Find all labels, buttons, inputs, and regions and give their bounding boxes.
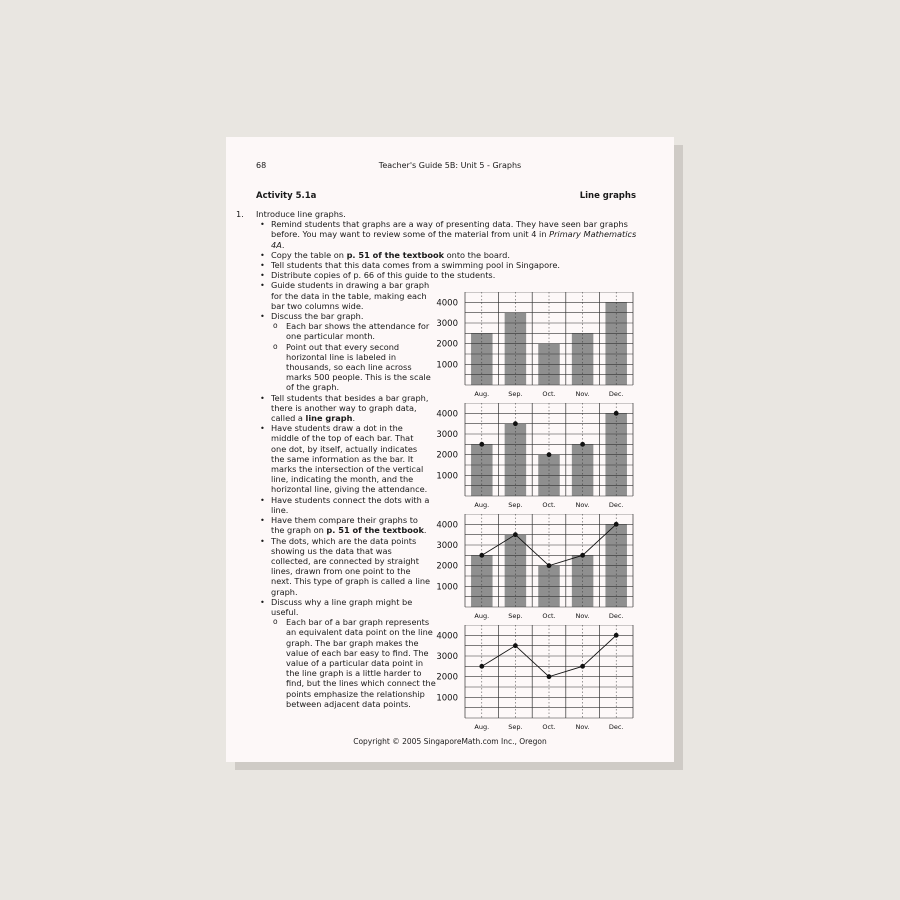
bullet-text: Guide students in drawing a bar graph for the data in the table, making each bar two columns wide. <box>271 280 430 311</box>
data-point <box>580 664 585 669</box>
bullet-text: Point out that every second horizontal line is labeled in thousands, so each line across marks 500 people. This is the scale of the graph. <box>286 341 431 393</box>
chart-svg <box>432 625 636 732</box>
y-tick-label: 4000 <box>436 520 458 531</box>
bullet-text: Have students connect the dots with a line. <box>271 494 430 515</box>
bullet-text: . <box>281 239 285 250</box>
list-item <box>271 250 642 260</box>
data-point <box>614 522 619 527</box>
list-item <box>271 536 431 597</box>
data-point <box>479 442 484 447</box>
chart-svg <box>432 403 636 510</box>
x-tick-label: Nov. <box>575 501 590 509</box>
list-item <box>271 393 431 424</box>
x-tick-label: Nov. <box>575 390 590 398</box>
list-item <box>271 596 436 709</box>
page-number: 68 <box>256 161 267 170</box>
activity-title: Activity 5.1a <box>256 191 317 201</box>
bullet-text: . <box>352 413 356 424</box>
bullet-text: Tell students that besides a bar graph, there is another way to graph data, called a <box>271 392 429 424</box>
bullet-text: Each bar shows the attendance for one particular month. <box>286 321 430 342</box>
bullet-text: Copy the table on <box>271 249 347 260</box>
x-tick-label: Dec. <box>608 612 624 620</box>
data-point <box>513 532 518 537</box>
x-tick-label: Oct. <box>542 723 556 731</box>
x-tick-label: Nov. <box>575 723 590 731</box>
running-header <box>256 161 644 173</box>
bullet-text: . <box>423 525 427 536</box>
bullet-text: The dots, which are the data points showing us the data that was collected, are connected by straight lines, drawn from one point to the next. This type of graph is called a line graph. <box>271 535 431 597</box>
chart-bar <box>432 292 636 399</box>
data-point <box>547 452 552 457</box>
data-point <box>614 411 619 416</box>
term: line graph <box>305 413 353 424</box>
textbook-reference: p. 51 of the textbook <box>326 525 424 536</box>
list-item <box>271 423 431 494</box>
bullet-text: Discuss why a line graph might be useful. <box>271 596 413 617</box>
y-tick-label: 2000 <box>436 450 458 461</box>
x-tick-label: Oct. <box>542 612 556 620</box>
chart-bar-dots <box>432 403 636 510</box>
x-tick-label: Dec. <box>608 390 624 398</box>
textbook-reference: p. 51 of the textbook <box>346 249 445 260</box>
y-tick-label: 2000 <box>436 672 458 683</box>
x-tick-label: Oct. <box>542 501 556 509</box>
y-tick-label: 1000 <box>436 360 458 371</box>
data-point <box>580 553 585 558</box>
x-tick-label: Dec. <box>608 723 624 731</box>
sub-list-item <box>286 321 436 341</box>
y-tick-label: 4000 <box>436 298 458 309</box>
sub-list <box>271 617 436 709</box>
y-tick-label: 2000 <box>436 339 458 350</box>
bullet-text: Have students draw a dot in the middle of the top of each bar. That one dot, by itself, actually indicates the same information as the bar. It marks the intersection of the vertical line, indicating the month, and the horizontal line, giving the attendance. <box>271 423 428 495</box>
y-tick-label: 1000 <box>436 582 458 593</box>
y-tick-label: 1000 <box>436 471 458 482</box>
section-heading <box>256 191 636 203</box>
y-tick-label: 4000 <box>436 409 458 420</box>
step-number: 1. <box>236 209 244 219</box>
x-tick-label: Sep. <box>508 612 523 620</box>
data-point <box>580 442 585 447</box>
x-tick-label: Dec. <box>608 501 624 509</box>
y-tick-label: 3000 <box>436 652 458 662</box>
header-title: Teacher's Guide 5B: Unit 5 - Graphs <box>378 161 522 170</box>
data-point <box>547 674 552 679</box>
copyright-footer: Copyright © 2005 SingaporeMath.com Inc., Oregon <box>353 737 547 746</box>
y-tick-label: 3000 <box>436 319 458 329</box>
list-item <box>271 311 431 393</box>
list-item <box>271 515 431 535</box>
y-tick-label: 1000 <box>436 693 458 704</box>
data-point <box>513 421 518 426</box>
chart-bar-line <box>432 514 636 621</box>
chart-svg <box>432 292 636 399</box>
bullet-text: Have them compare their graphs to the graph on <box>271 515 418 536</box>
list-item <box>271 280 431 311</box>
list-item <box>271 219 642 250</box>
data-point <box>547 563 552 568</box>
sub-list-item <box>286 617 436 709</box>
bullet-text: Distribute copies of p. 66 of this guide to the students. <box>271 270 496 281</box>
data-point <box>513 643 518 648</box>
bullet-text: onto the board. <box>444 249 510 260</box>
data-point <box>479 553 484 558</box>
y-tick-label: 2000 <box>436 561 458 572</box>
bullet-text: Remind students that graphs are a way of presenting data. They have seen bar graphs before. You may want to review some of the material from unit 4 in <box>271 219 628 240</box>
chart-line <box>432 625 636 732</box>
bullet-text: Each bar of a bar graph represents an equivalent data point on the line graph. The bar graph makes the value of each bar easy to find. The value of a particular data point in the line graph is a little harder to find, but the lines which connect the points emphasize the relationship between adjacent data points. <box>286 617 436 709</box>
x-tick-label: Nov. <box>575 612 590 620</box>
y-tick-label: 4000 <box>436 631 458 642</box>
data-point <box>614 633 619 638</box>
y-tick-label: 3000 <box>436 430 458 440</box>
x-tick-label: Sep. <box>508 390 523 398</box>
sub-list <box>271 321 431 392</box>
list-item <box>271 270 642 280</box>
x-tick-label: Oct. <box>542 390 556 398</box>
x-tick-label: Aug. <box>474 612 490 620</box>
bullet-text: Discuss the bar graph. <box>271 311 364 322</box>
x-tick-label: Sep. <box>508 723 523 731</box>
y-tick-label: 3000 <box>436 541 458 551</box>
data-point <box>479 664 484 669</box>
list-item <box>271 495 431 515</box>
x-tick-label: Aug. <box>474 501 490 509</box>
list-item <box>271 260 642 270</box>
step-text: Introduce line graphs. <box>256 209 346 219</box>
x-tick-label: Aug. <box>474 390 490 398</box>
document-page <box>226 137 674 762</box>
bullet-text: Tell students that this data comes from a swimming pool in Singapore. <box>271 260 560 271</box>
x-tick-label: Aug. <box>474 723 490 731</box>
chart-svg <box>432 514 636 621</box>
topic-title: Line graphs <box>579 191 636 201</box>
x-tick-label: Sep. <box>508 501 523 509</box>
book-title: Primary Mathematics 4A <box>271 229 637 250</box>
sub-list-item <box>286 342 436 393</box>
